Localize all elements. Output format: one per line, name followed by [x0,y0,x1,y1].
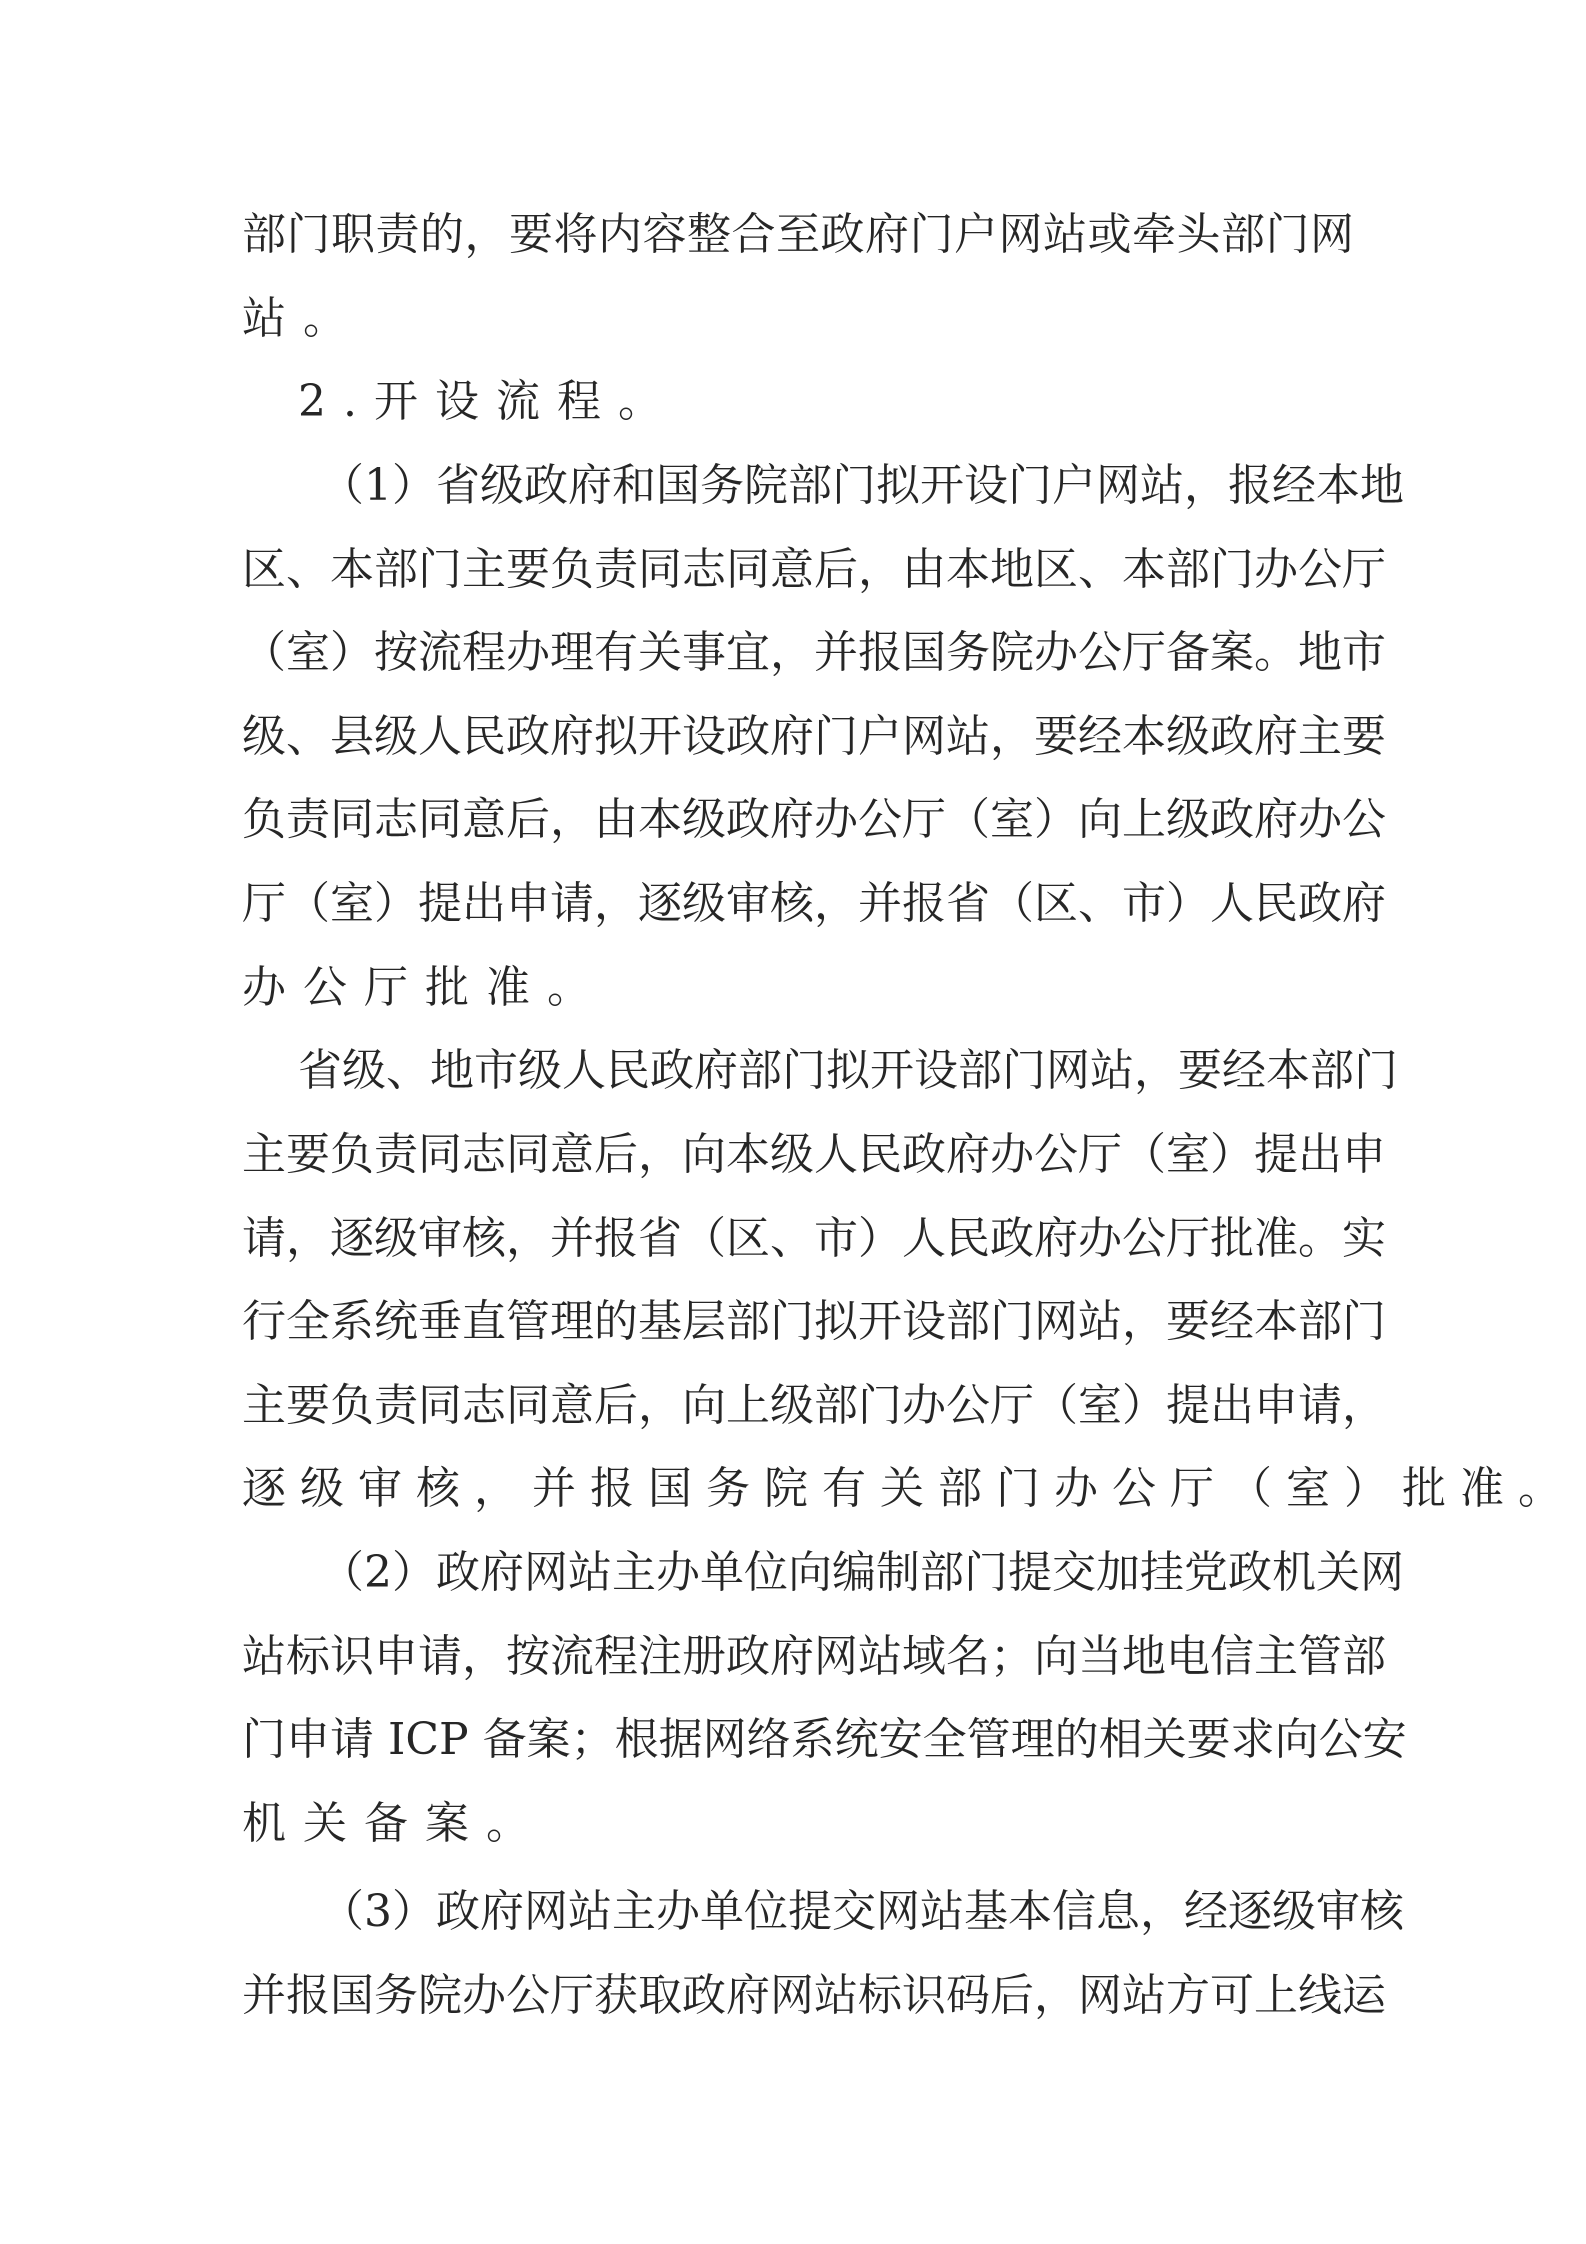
section-heading: 2.开设流程。 [298,376,679,427]
text-line: 主要负责同志同意后，向上级部门办公厅（室）提出申请， [242,1380,1386,1431]
text-line: （3）政府网站主办单位提交网站基本信息，经逐级审核 [320,1886,1404,1937]
text-line: 机关备案。 [242,1798,547,1849]
text-line: 请，逐级审核，并报省（区、市）人民政府办公厅批准。实 [242,1213,1386,1264]
text-line: 逐级审核，并报国务院有关部门办公厅（室）批准。 [242,1463,1576,1514]
text-line: 办公厅批准。 [242,962,608,1013]
text-line: （1）省级政府和国务院部门拟开设门户网站，报经本地 [320,460,1404,511]
text-line: 行全系统垂直管理的基层部门拟开设部门网站，要经本部门 [242,1296,1386,1347]
text-line: 并报国务院办公厅获取政府网站标识码后，网站方可上线运 [242,1970,1386,2021]
text-line: 省级、地市级人民政府部门拟开设部门网站，要经本部门 [298,1045,1398,1096]
text-line: 级、县级人民政府拟开设政府门户网站，要经本级政府主要 [242,711,1386,762]
text-line: 主要负责同志同意后，向本级人民政府办公厅（室）提出申 [242,1129,1386,1180]
text-line: 站。 [242,293,364,344]
text-line: （室）按流程办理有关事宜，并报国务院办公厅备案。地市 [242,627,1386,678]
text-line: 负责同志同意后，由本级政府办公厅（室）向上级政府办公 [242,794,1386,845]
text-line: 区、本部门主要负责同志同意后，由本地区、本部门办公厅 [242,544,1386,595]
text-line: 厅（室）提出申请，逐级审核，并报省（区、市）人民政府 [242,878,1386,929]
text-line: （2）政府网站主办单位向编制部门提交加挂党政机关网 [320,1547,1404,1598]
text-line: 部门职责的，要将内容整合至政府门户网站或牵头部门网 [242,209,1354,260]
text-line: 门申请 ICP 备案；根据网络系统安全管理的相关要求向公安 [242,1714,1407,1765]
text-line: 站标识申请，按流程注册政府网站域名；向当地电信主管部 [242,1631,1386,1682]
